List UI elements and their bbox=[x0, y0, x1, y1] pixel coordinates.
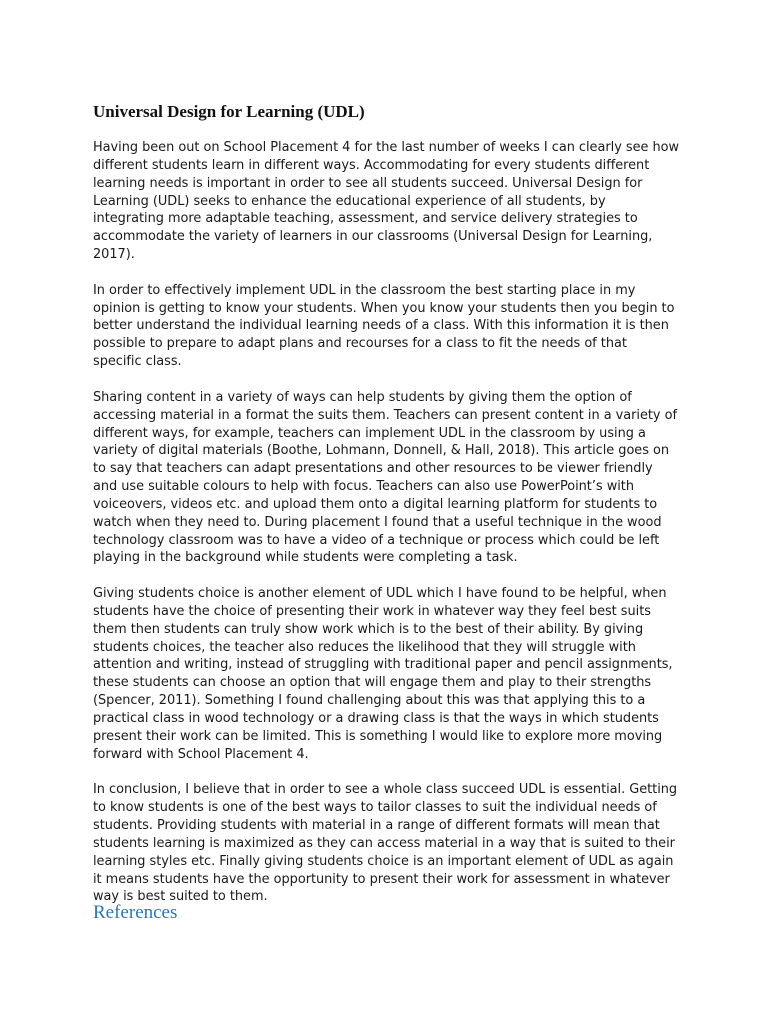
references-heading: References bbox=[93, 902, 178, 923]
document-body bbox=[93, 139, 679, 924]
paragraph-sharing-content: Sharing content in a variety of ways can help students by giving them the option of accessing material in a format the suits them. Teachers can present content in a variety of different ways, for example, teachers can implement UDL in the classroom by using a variety of digital materials (Boothe, Lohmann, Donnell, & Hall, 2018). This article goes on to say that teachers can adapt presentations and other resources to be viewer friendly and use suitable colours to help with focus. Teachers can also use PowerPoint’s with voiceovers, videos etc. and upload them onto a digital learning platform for students to watch when they need to. During placement I found that a useful technique in the wood technology classroom was to have a video of a technique or process which could be left playing in the background while students were completing a task. bbox=[93, 389, 678, 566]
paragraph-conclusion: In conclusion, I believe that in order to see a whole class succeed UDL is essential. Getting to know students is one of the best ways to tailor classes to suit the individual needs of students. Providing students with material in a range of different formats will mean that students learning is maximized as they can access material in a way that is suited to their learning styles etc. Finally giving students choice is an important element of UDL as again it means students have the opportunity to present their work for assessment in whatever way is best suited to them. bbox=[93, 782, 678, 905]
paragraph-know-students: In order to effectively implement UDL in the classroom the best starting place in my opinion is getting to know your students. When you know your students then you begin to better understand the individual learning needs of a class. With this information it is then possible to prepare to adapt plans and recourses for a class to fit the needs of that specific class. bbox=[93, 282, 675, 370]
paragraph-intro: Having been out on School Placement 4 for the last number of weeks I can clearly see how different students learn in different ways. Accommodating for every students different learning needs is important in order to see all students succeed. Universal Design for Learning (UDL) seeks to enhance the educational experience of all students, by integrating more adaptable teaching, assessment, and service delivery strategies to accommodate the variety of learners in our classrooms (Universal Design for Learning, 2017). bbox=[93, 140, 680, 263]
document-title: Universal Design for Learning (UDL) bbox=[93, 102, 365, 121]
paragraph-student-choice: Giving students choice is another element of UDL which I have found to be helpful, when students have the choice of presenting their work in whatever way they feel best suits them then students can truly show work which is to the best of their ability. By giving students choices, the teacher also reduces the likelihood that they will struggle with attention and writing, instead of struggling with traditional paper and pencil assignments, these students can choose an option that will engage them and play to their strengths (Spencer, 2011). Something I found challenging about this was that applying this to a practical class in wood technology or a drawing class is that the ways in which students present their work can be limited. This is something I would like to explore more moving forward with School Placement 4. bbox=[93, 586, 673, 762]
